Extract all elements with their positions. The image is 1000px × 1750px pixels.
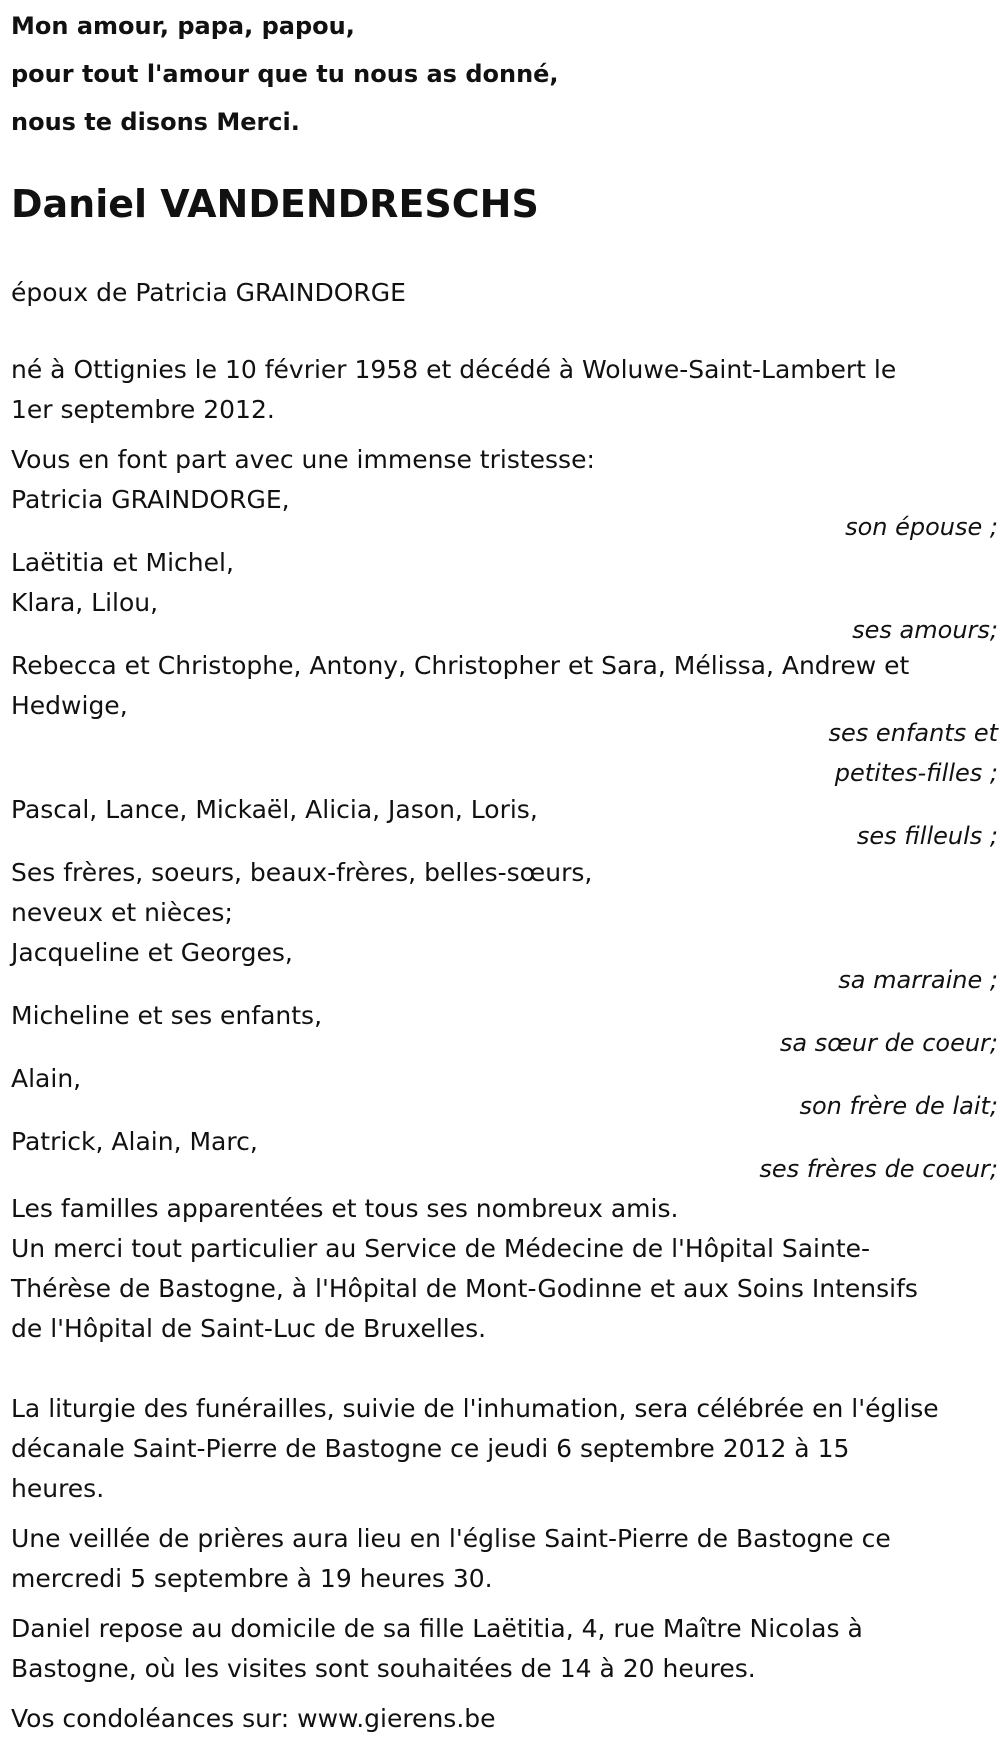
birth-death-line-1: né à Ottignies le 10 février 1958 et décédé à Woluwe-Saint-Lambert le xyxy=(11,355,897,384)
deceased-name: Daniel VANDENDRESCHS xyxy=(11,182,539,226)
thanks-line-2: Thérèse de Bastogne, à l'Hôpital de Mont-Godinne et aux Soins Intensifs xyxy=(11,1274,918,1303)
role-patrick: ses frères de coeur; xyxy=(759,1155,998,1183)
condolences-line: Vos condoléances sur: www.gierens.be xyxy=(11,1704,496,1733)
family-klara: Klara, Lilou, xyxy=(11,588,159,617)
role-children-line-1: ses enfants et xyxy=(828,719,998,747)
vigil-line-2: mercredi 5 septembre à 19 heures 30. xyxy=(11,1564,493,1593)
funeral-line-2: décanale Saint-Pierre de Bastogne ce jeudi 6 septembre 2012 à 15 xyxy=(11,1434,850,1463)
family-siblings-line-1: Ses frères, soeurs, beaux-frères, belles-sœurs, xyxy=(11,858,593,887)
spouse-line: époux de Patricia GRAINDORGE xyxy=(11,278,406,307)
role-patricia: son épouse ; xyxy=(845,513,998,541)
family-godchildren: Pascal, Lance, Mickaël, Alicia, Jason, Loris, xyxy=(11,795,538,824)
thanks-line-3: de l'Hôpital de Saint-Luc de Bruxelles. xyxy=(11,1314,487,1343)
family-jacqueline: Jacqueline et Georges, xyxy=(11,938,293,967)
announcement-line: Vous en font part avec une immense tristesse: xyxy=(11,445,595,474)
role-godchildren: ses filleuls ; xyxy=(856,822,998,850)
role-jacqueline: sa marraine ; xyxy=(838,966,998,994)
rest-line-2: Bastogne, où les visites sont souhaitées de 14 à 20 heures. xyxy=(11,1654,756,1683)
vigil-line-1: Une veillée de prières aura lieu en l'église Saint-Pierre de Bastogne ce xyxy=(11,1524,891,1553)
family-alain: Alain, xyxy=(11,1064,82,1093)
role-micheline: sa sœur de coeur; xyxy=(779,1029,998,1057)
family-relatives: Les familles apparentées et tous ses nombreux amis. xyxy=(11,1194,679,1223)
thanks-line-1: Un merci tout particulier au Service de Médecine de l'Hôpital Sainte- xyxy=(11,1234,871,1263)
family-micheline: Micheline et ses enfants, xyxy=(11,1001,323,1030)
family-children-line-2: Hedwige, xyxy=(11,691,128,720)
intro-line-3: nous te disons Merci. xyxy=(11,108,300,136)
rest-line-1: Daniel repose au domicile de sa fille Laëtitia, 4, rue Maître Nicolas à xyxy=(11,1614,863,1643)
birth-death-line-2: 1er septembre 2012. xyxy=(11,395,275,424)
family-children-line-1: Rebecca et Christophe, Antony, Christopher et Sara, Mélissa, Andrew et xyxy=(11,651,910,680)
role-amours: ses amours; xyxy=(852,616,998,644)
intro-line-2: pour tout l'amour que tu nous as donné, xyxy=(11,60,559,88)
role-alain: son frère de lait; xyxy=(799,1092,998,1120)
intro-line-1: Mon amour, papa, papou, xyxy=(11,12,355,40)
funeral-line-3: heures. xyxy=(11,1474,105,1503)
role-children-line-2: petites-filles ; xyxy=(834,759,998,787)
family-laetitia: Laëtitia et Michel, xyxy=(11,548,234,577)
family-patricia: Patricia GRAINDORGE, xyxy=(11,485,290,514)
family-patrick: Patrick, Alain, Marc, xyxy=(11,1127,258,1156)
family-siblings-line-2: neveux et nièces; xyxy=(11,898,233,927)
funeral-line-1: La liturgie des funérailles, suivie de l'inhumation, sera célébrée en l'église xyxy=(11,1394,939,1423)
